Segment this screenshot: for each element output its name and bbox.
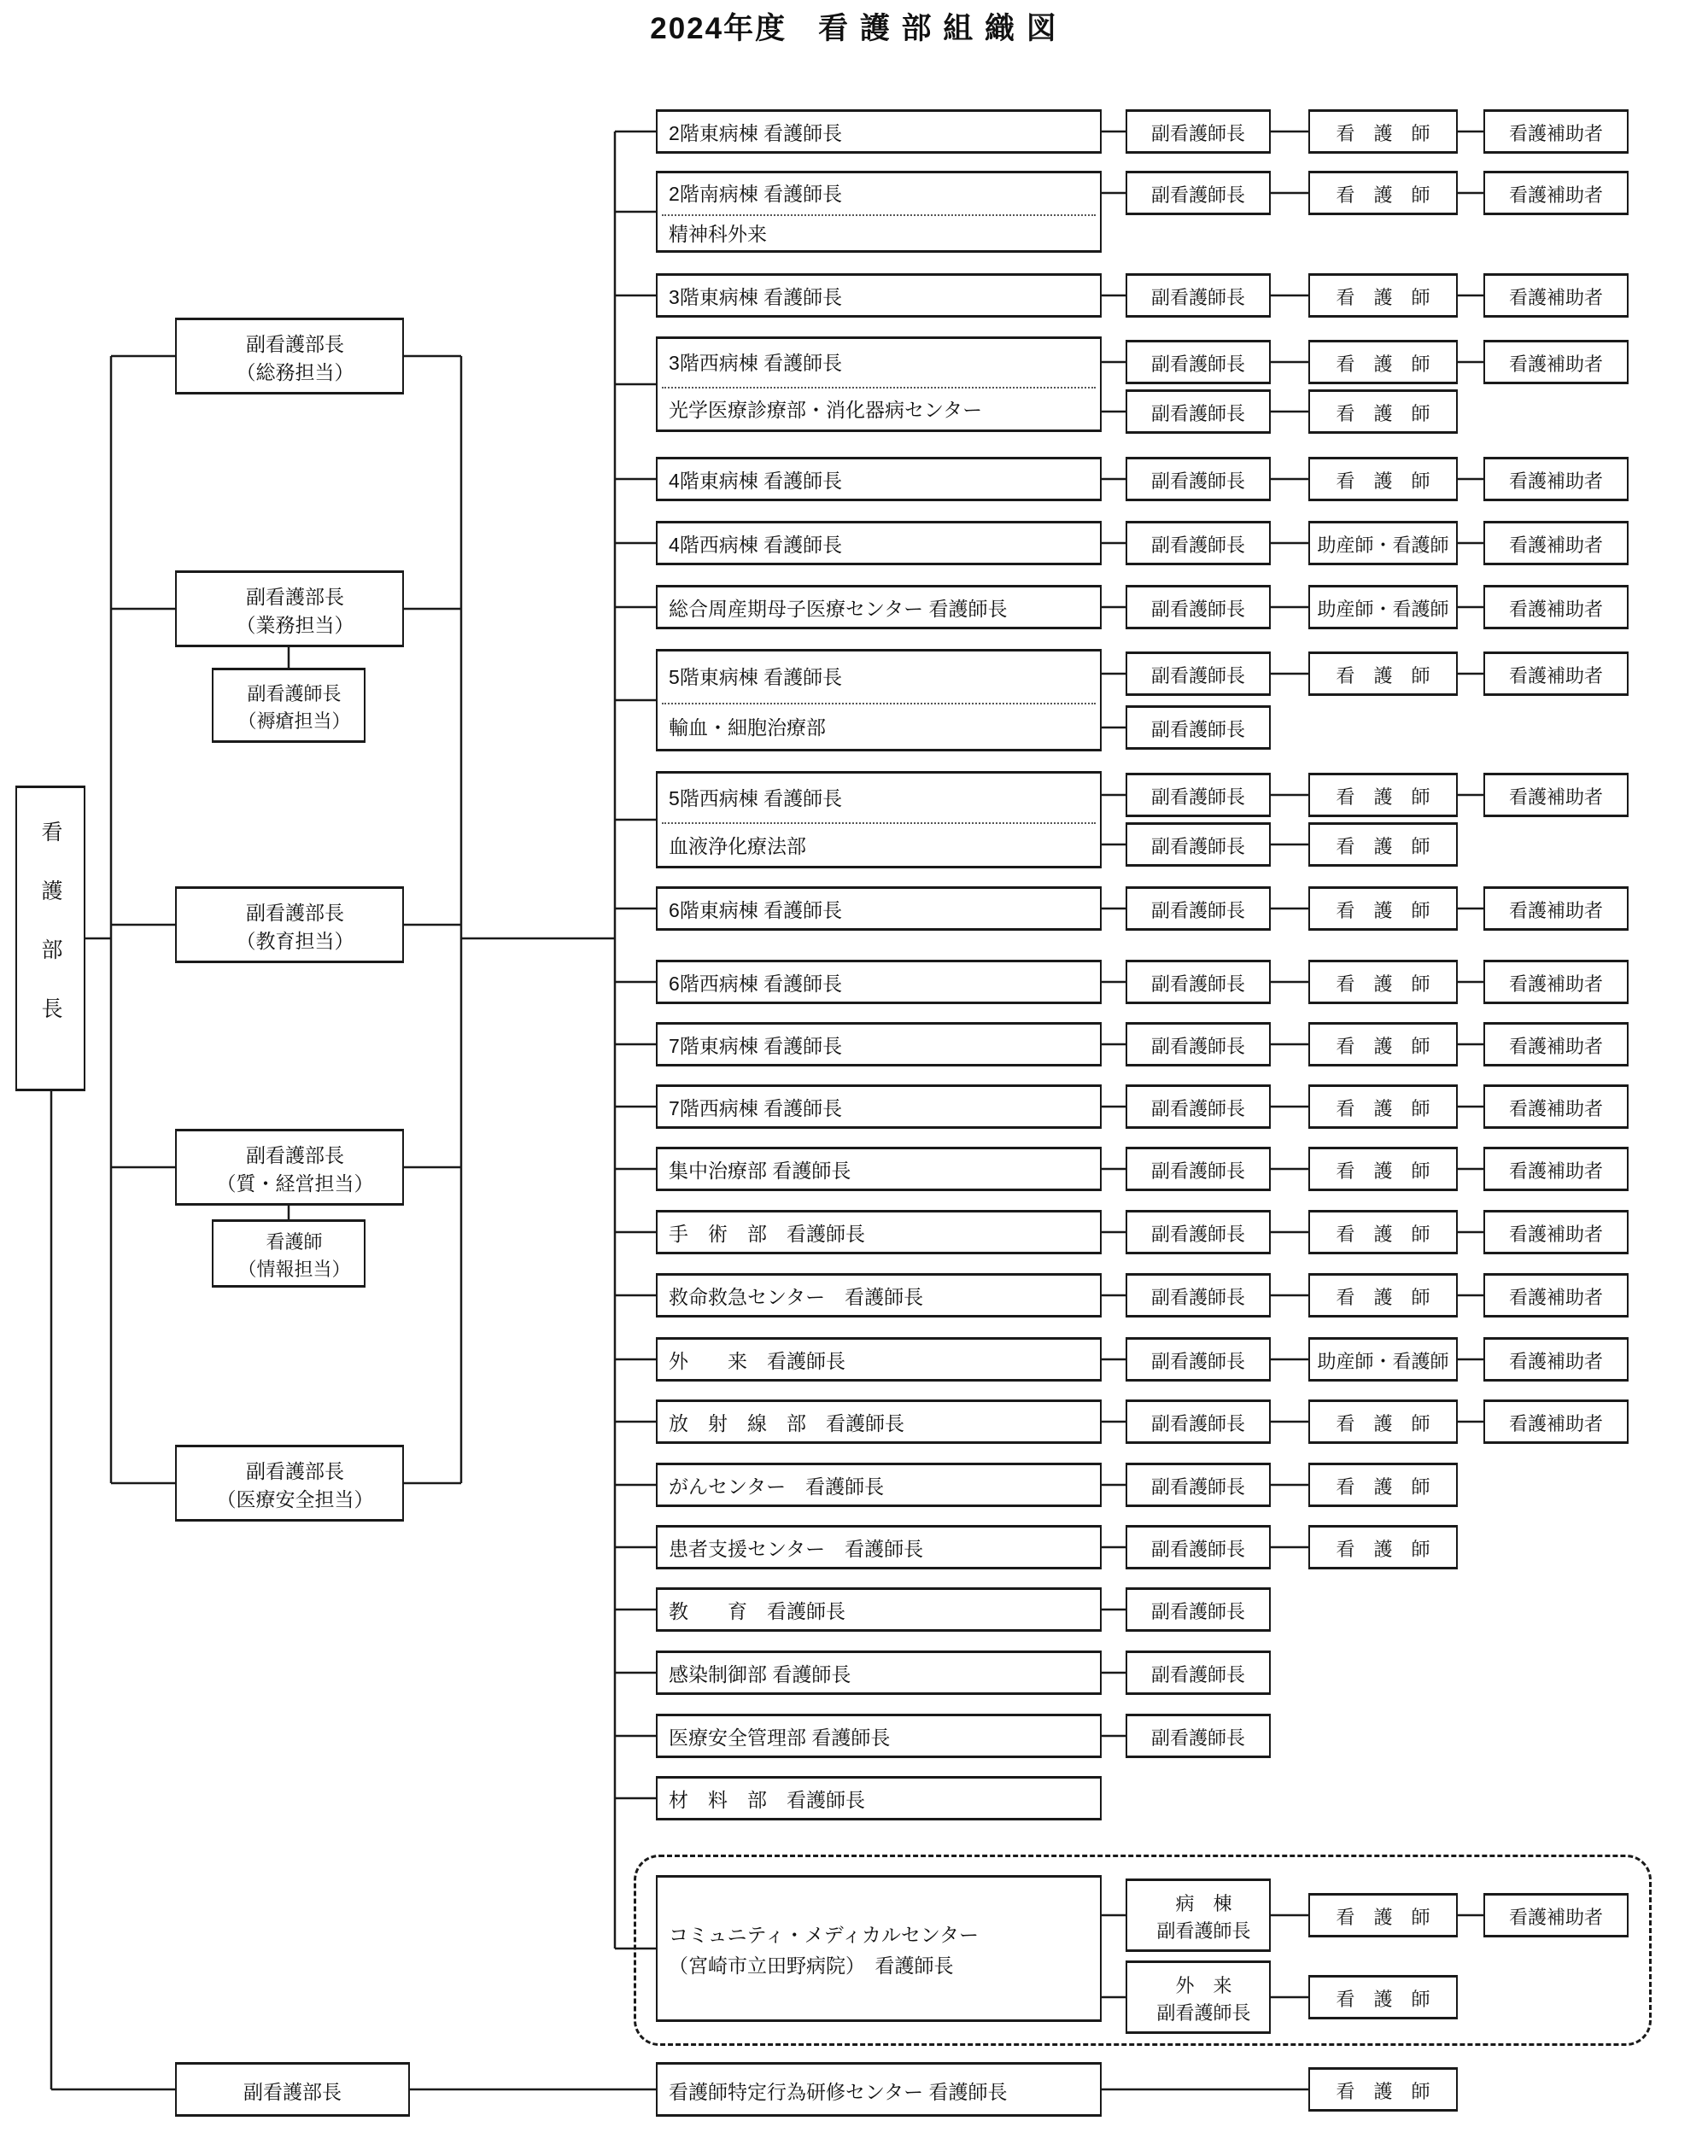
ward-name: 救命救急センター 看護師長 — [669, 1286, 924, 1308]
midwife-box — [1308, 1337, 1458, 1382]
assistant-label: 看護補助者 — [1508, 973, 1603, 995]
deputy-sub-line1: 看護師 — [266, 1231, 323, 1253]
deputy-sub-line1: 副看護師長 — [247, 683, 342, 705]
midwife-box — [1308, 585, 1458, 629]
page-title: 2024年度 看 護 部 組 織 図 — [650, 12, 1058, 45]
sub-head-label: 副看護師長 — [1150, 1286, 1245, 1308]
deputy-director-label — [177, 573, 402, 650]
assistant-box — [1483, 651, 1629, 696]
assistant-box — [1483, 1399, 1629, 1444]
sub-head-box — [1126, 1463, 1271, 1507]
deputy-sub-box — [212, 668, 366, 743]
branch-head-line2: 副看護師長 — [1156, 2002, 1251, 2024]
director-label: 看護部長 — [38, 821, 62, 1056]
sub-head-box — [1126, 1210, 1271, 1254]
deputy-sub-box — [212, 1219, 366, 1288]
ward-name: 材 料 部 看護師長 — [669, 1789, 865, 1811]
sub-head-box — [1126, 171, 1271, 215]
sub-head-box — [1126, 1587, 1271, 1632]
sub-head-box — [1126, 1714, 1271, 1758]
branch-head-line2: 副看護師長 — [1156, 1920, 1251, 1942]
ward-box — [656, 1587, 1102, 1632]
sub-head-box — [1126, 521, 1271, 565]
ward-box — [656, 1651, 1102, 1695]
sub-head-label: 副看護師長 — [1150, 1097, 1245, 1119]
sub-head-box — [1126, 585, 1271, 629]
sub-head-label: 副看護師長 — [1150, 1663, 1245, 1686]
sub-head-label: 副看護師長 — [1150, 835, 1245, 857]
ward-name: 患者支援センター 看護師長 — [669, 1538, 924, 1560]
ward-name: 6階東病棟 看護師長 — [669, 899, 843, 921]
ward-name: 7階西病棟 看護師長 — [669, 1097, 843, 1119]
midwife-label: 助産師・看護師 — [1317, 534, 1449, 556]
ward-box — [656, 521, 1102, 565]
nurse-box — [1308, 457, 1458, 501]
sub-head-box — [1126, 273, 1271, 318]
sub-head-box — [1126, 1337, 1271, 1382]
community-line1: コミュニティ・メディカルセンター — [669, 1924, 979, 1947]
nurse-box — [1308, 171, 1458, 215]
ward-name: 3階西病棟 看護師長 — [669, 352, 843, 374]
ward-name: 5階東病棟 看護師長 — [669, 666, 843, 688]
assistant-box — [1483, 1022, 1629, 1066]
nurse-label: 看 護 師 — [1336, 1097, 1430, 1119]
assistant-box — [1483, 273, 1629, 318]
nurse-box — [1308, 1463, 1458, 1507]
ward-subunit-name: 光学医療診療部・消化器病センター — [669, 399, 983, 421]
ward-name: 外 来 看護師長 — [669, 1350, 845, 1372]
deputy-director-box — [175, 570, 404, 647]
deputy-director-box — [175, 1445, 404, 1522]
ward-box — [656, 1776, 1102, 1820]
nurse-box — [1308, 340, 1458, 384]
nurse-box — [1308, 273, 1458, 318]
sub-head-label: 副看護師長 — [1150, 1035, 1245, 1057]
assistant-label: 看護補助者 — [1508, 664, 1603, 687]
sub-head-label: 副看護師長 — [1150, 718, 1245, 740]
nurse-box — [1308, 773, 1458, 817]
branch-head-label — [1127, 1881, 1269, 1954]
sub-head-label: 副看護師長 — [1150, 353, 1245, 375]
assistant-box — [1483, 109, 1629, 154]
sub-head-box — [1126, 1273, 1271, 1318]
sub-head-box — [1126, 1525, 1271, 1569]
assistant-label: 看護補助者 — [1508, 1412, 1603, 1434]
nurse-box — [1308, 1975, 1458, 2019]
nurse-label: 看 護 師 — [1336, 470, 1430, 492]
bottom-nurse-label: 看 護 師 — [1336, 2080, 1430, 2102]
assistant-label: 看護補助者 — [1508, 353, 1603, 375]
ward-name: 5階西病棟 看護師長 — [669, 786, 843, 809]
ward-name: 3階東病棟 看護師長 — [669, 286, 843, 308]
assistant-label: 看護補助者 — [1508, 1350, 1603, 1372]
sub-head-box — [1126, 340, 1271, 384]
sub-head-label: 副看護師長 — [1150, 899, 1245, 921]
midwife-label: 助産師・看護師 — [1317, 598, 1449, 620]
ward-box — [656, 1399, 1102, 1444]
assistant-box — [1483, 521, 1629, 565]
deputy-sub-line2: （情報担当） — [237, 1259, 351, 1280]
ward-box — [656, 1084, 1102, 1129]
sub-head-label: 副看護師長 — [1150, 1538, 1245, 1560]
assistant-box — [1483, 1893, 1629, 1937]
community-label — [658, 1878, 1100, 2025]
deputy-sub-label — [214, 1222, 364, 1290]
ward-name: 4階東病棟 看護師長 — [669, 470, 843, 492]
bottom-deputy-label: 副看護部長 — [243, 2080, 342, 2103]
deputy-director-label — [177, 320, 402, 397]
assistant-label: 看護補助者 — [1508, 286, 1603, 308]
sub-head-label: 副看護師長 — [1150, 664, 1245, 687]
bottom-deputy-director-box — [175, 2062, 410, 2117]
sub-head-label: 副看護師長 — [1150, 1412, 1245, 1434]
nurse-box — [1308, 886, 1458, 931]
nurse-label: 看 護 師 — [1336, 184, 1430, 206]
sub-head-label: 副看護師長 — [1150, 534, 1245, 556]
sub-head-label: 副看護師長 — [1150, 1350, 1245, 1372]
ward-box — [656, 585, 1102, 629]
ward-box — [656, 771, 1102, 868]
ward-name: 総合周産期母子医療センター 看護師長 — [669, 598, 1008, 620]
assistant-box — [1483, 773, 1629, 817]
ward-name: 感染制御部 看護師長 — [669, 1663, 851, 1686]
sub-head-box — [1126, 1147, 1271, 1191]
sub-head-label: 副看護師長 — [1150, 286, 1245, 308]
ward-box — [656, 1147, 1102, 1191]
sub-head-box — [1126, 773, 1271, 817]
sub-head-label: 副看護師長 — [1150, 786, 1245, 808]
ward-box — [656, 649, 1102, 751]
ward-name: 教 育 看護師長 — [669, 1600, 845, 1622]
ward-name: 4階西病棟 看護師長 — [669, 534, 843, 556]
deputy-line1: 副看護部長 — [246, 585, 344, 608]
ward-name: 2階東病棟 看護師長 — [669, 122, 843, 144]
ward-box — [656, 1525, 1102, 1569]
nurse-box — [1308, 651, 1458, 696]
assistant-box — [1483, 1210, 1629, 1254]
deputy-line2: （総務担当） — [236, 361, 354, 383]
deputy-line1: 副看護部長 — [246, 1459, 344, 1482]
nurse-label: 看 護 師 — [1336, 899, 1430, 921]
sub-head-label: 副看護師長 — [1150, 1160, 1245, 1182]
deputy-director-label — [177, 1131, 402, 1208]
training-center-box — [656, 2062, 1102, 2117]
nurse-box — [1308, 1147, 1458, 1191]
deputy-line2: （質・経営担当） — [216, 1172, 374, 1195]
ward-name: 2階南病棟 看護師長 — [669, 183, 843, 205]
sub-head-box — [1126, 457, 1271, 501]
sub-head-box — [1126, 705, 1271, 750]
director-box — [15, 786, 85, 1091]
assistant-box — [1483, 340, 1629, 384]
ward-box — [656, 109, 1102, 154]
nurse-box — [1308, 822, 1458, 867]
deputy-line1: 副看護部長 — [246, 1143, 344, 1166]
deputy-sub-line2: （褥瘡担当） — [237, 710, 351, 732]
assistant-box — [1483, 457, 1629, 501]
deputy-line2: （医療安全担当） — [216, 1488, 374, 1510]
assistant-box — [1483, 171, 1629, 215]
community-line2: （宮崎市立田野病院） 看護師長 — [669, 1954, 954, 1977]
nurse-label: 看 護 師 — [1336, 1988, 1430, 2010]
sub-head-box — [1126, 1022, 1271, 1066]
assistant-label: 看護補助者 — [1508, 122, 1603, 144]
assistant-label: 看護補助者 — [1508, 899, 1603, 921]
sub-head-label: 副看護師長 — [1150, 402, 1245, 424]
assistant-label: 看護補助者 — [1508, 184, 1603, 206]
ward-name: 集中治療部 看護師長 — [669, 1160, 851, 1182]
ward-subunit-name: 血液浄化療法部 — [669, 834, 806, 857]
ward-box — [656, 1210, 1102, 1254]
nurse-box — [1308, 960, 1458, 1004]
nurse-box — [1308, 1022, 1458, 1066]
nurse-label: 看 護 師 — [1336, 402, 1430, 424]
sub-head-label: 副看護師長 — [1150, 470, 1245, 492]
ward-name: 放 射 線 部 看護師長 — [669, 1412, 904, 1434]
deputy-line2: （業務担当） — [236, 614, 354, 636]
nurse-box — [1308, 1893, 1458, 1937]
ward-name: がんセンター 看護師長 — [669, 1475, 885, 1498]
nurse-label: 看 護 師 — [1336, 1223, 1430, 1245]
nurse-label: 看 護 師 — [1336, 835, 1430, 857]
ward-box — [656, 1273, 1102, 1318]
sub-head-box — [1126, 1399, 1271, 1444]
community-box — [656, 1875, 1102, 2022]
sub-head-box — [1126, 389, 1271, 434]
ward-name: 7階東病棟 看護師長 — [669, 1035, 843, 1057]
assistant-label: 看護補助者 — [1508, 1223, 1603, 1245]
nurse-label: 看 護 師 — [1336, 1412, 1430, 1434]
assistant-box — [1483, 886, 1629, 931]
deputy-director-box — [175, 886, 404, 963]
ward-box — [656, 171, 1102, 253]
ward-subunit-name: 精神科外来 — [669, 223, 767, 245]
ward-box — [656, 336, 1102, 432]
assistant-label: 看護補助者 — [1508, 534, 1603, 556]
deputy-director-box — [175, 318, 404, 394]
nurse-label: 看 護 師 — [1336, 286, 1430, 308]
sub-head-box — [1126, 1084, 1271, 1129]
branch-head-line1: 病 棟 — [1175, 1893, 1232, 1915]
branch-head-label — [1127, 1963, 1269, 2036]
sub-head-label: 副看護師長 — [1150, 1600, 1245, 1622]
assistant-box — [1483, 1084, 1629, 1129]
nurse-label: 看 護 師 — [1336, 1160, 1430, 1182]
nurse-box — [1308, 1399, 1458, 1444]
assistant-label: 看護補助者 — [1508, 1906, 1603, 1928]
nurse-box — [1308, 1525, 1458, 1569]
branch-head-line1: 外 来 — [1175, 1975, 1232, 1997]
midwife-box — [1308, 521, 1458, 565]
ward-subunit-name: 輸血・細胞治療部 — [669, 716, 826, 739]
sub-head-box — [1126, 960, 1271, 1004]
assistant-label: 看護補助者 — [1508, 1097, 1603, 1119]
nurse-label: 看 護 師 — [1336, 353, 1430, 375]
sub-head-box — [1126, 1651, 1271, 1695]
ward-box — [656, 886, 1102, 931]
deputy-line1: 副看護部長 — [246, 332, 344, 355]
nurse-label: 看 護 師 — [1336, 1035, 1430, 1057]
sub-head-label: 副看護師長 — [1150, 1223, 1245, 1245]
deputy-director-label — [177, 1447, 402, 1524]
ward-box — [656, 273, 1102, 318]
assistant-box — [1483, 585, 1629, 629]
assistant-label: 看護補助者 — [1508, 470, 1603, 492]
deputy-line2: （教育担当） — [236, 930, 354, 952]
training-center-label: 看護師特定行為研修センター 看護師長 — [669, 2080, 1008, 2103]
assistant-label: 看護補助者 — [1508, 1160, 1603, 1182]
sub-head-label: 副看護師長 — [1150, 122, 1245, 144]
deputy-line1: 副看護部長 — [246, 901, 344, 924]
assistant-label: 看護補助者 — [1508, 786, 1603, 808]
assistant-box — [1483, 1147, 1629, 1191]
sub-head-box — [1126, 651, 1271, 696]
nurse-label: 看 護 師 — [1336, 1286, 1430, 1308]
nurse-label: 看 護 師 — [1336, 973, 1430, 995]
ward-box — [656, 1337, 1102, 1382]
deputy-director-box — [175, 1129, 404, 1206]
nurse-label: 看 護 師 — [1336, 786, 1430, 808]
assistant-label: 看護補助者 — [1508, 1286, 1603, 1308]
ward-box — [656, 457, 1102, 501]
ward-box — [656, 1714, 1102, 1758]
branch-head-box — [1126, 1878, 1271, 1952]
midwife-label: 助産師・看護師 — [1317, 1350, 1449, 1372]
nurse-label: 看 護 師 — [1336, 664, 1430, 687]
nurse-label: 看 護 師 — [1336, 1475, 1430, 1498]
nurse-box — [1308, 389, 1458, 434]
ward-name: 手 術 部 看護師長 — [669, 1223, 865, 1245]
assistant-box — [1483, 1273, 1629, 1318]
assistant-box — [1483, 960, 1629, 1004]
nurse-label: 看 護 師 — [1336, 1906, 1430, 1928]
sub-head-label: 副看護師長 — [1150, 973, 1245, 995]
sub-head-label: 副看護師長 — [1150, 1727, 1245, 1749]
nurse-box — [1308, 1273, 1458, 1318]
deputy-sub-label — [214, 670, 364, 745]
ward-name: 医療安全管理部 看護師長 — [669, 1727, 891, 1749]
nurse-box — [1308, 1210, 1458, 1254]
assistant-label: 看護補助者 — [1508, 598, 1603, 620]
ward-box — [656, 1022, 1102, 1066]
sub-head-label: 副看護師長 — [1150, 1475, 1245, 1498]
nurse-label: 看 護 師 — [1336, 122, 1430, 144]
ward-name: 6階西病棟 看護師長 — [669, 973, 843, 995]
nurse-box — [1308, 109, 1458, 154]
branch-head-box — [1126, 1960, 1271, 2034]
ward-box — [656, 1463, 1102, 1507]
bottom-nurse-box — [1308, 2067, 1458, 2112]
assistant-box — [1483, 1337, 1629, 1382]
deputy-director-label — [177, 889, 402, 966]
sub-head-box — [1126, 822, 1271, 867]
sub-head-label: 副看護師長 — [1150, 184, 1245, 206]
nurse-box — [1308, 1084, 1458, 1129]
sub-head-box — [1126, 109, 1271, 154]
ward-box — [656, 960, 1102, 1004]
sub-head-label: 副看護師長 — [1150, 598, 1245, 620]
sub-head-box — [1126, 886, 1271, 931]
nurse-label: 看 護 師 — [1336, 1538, 1430, 1560]
assistant-label: 看護補助者 — [1508, 1035, 1603, 1057]
